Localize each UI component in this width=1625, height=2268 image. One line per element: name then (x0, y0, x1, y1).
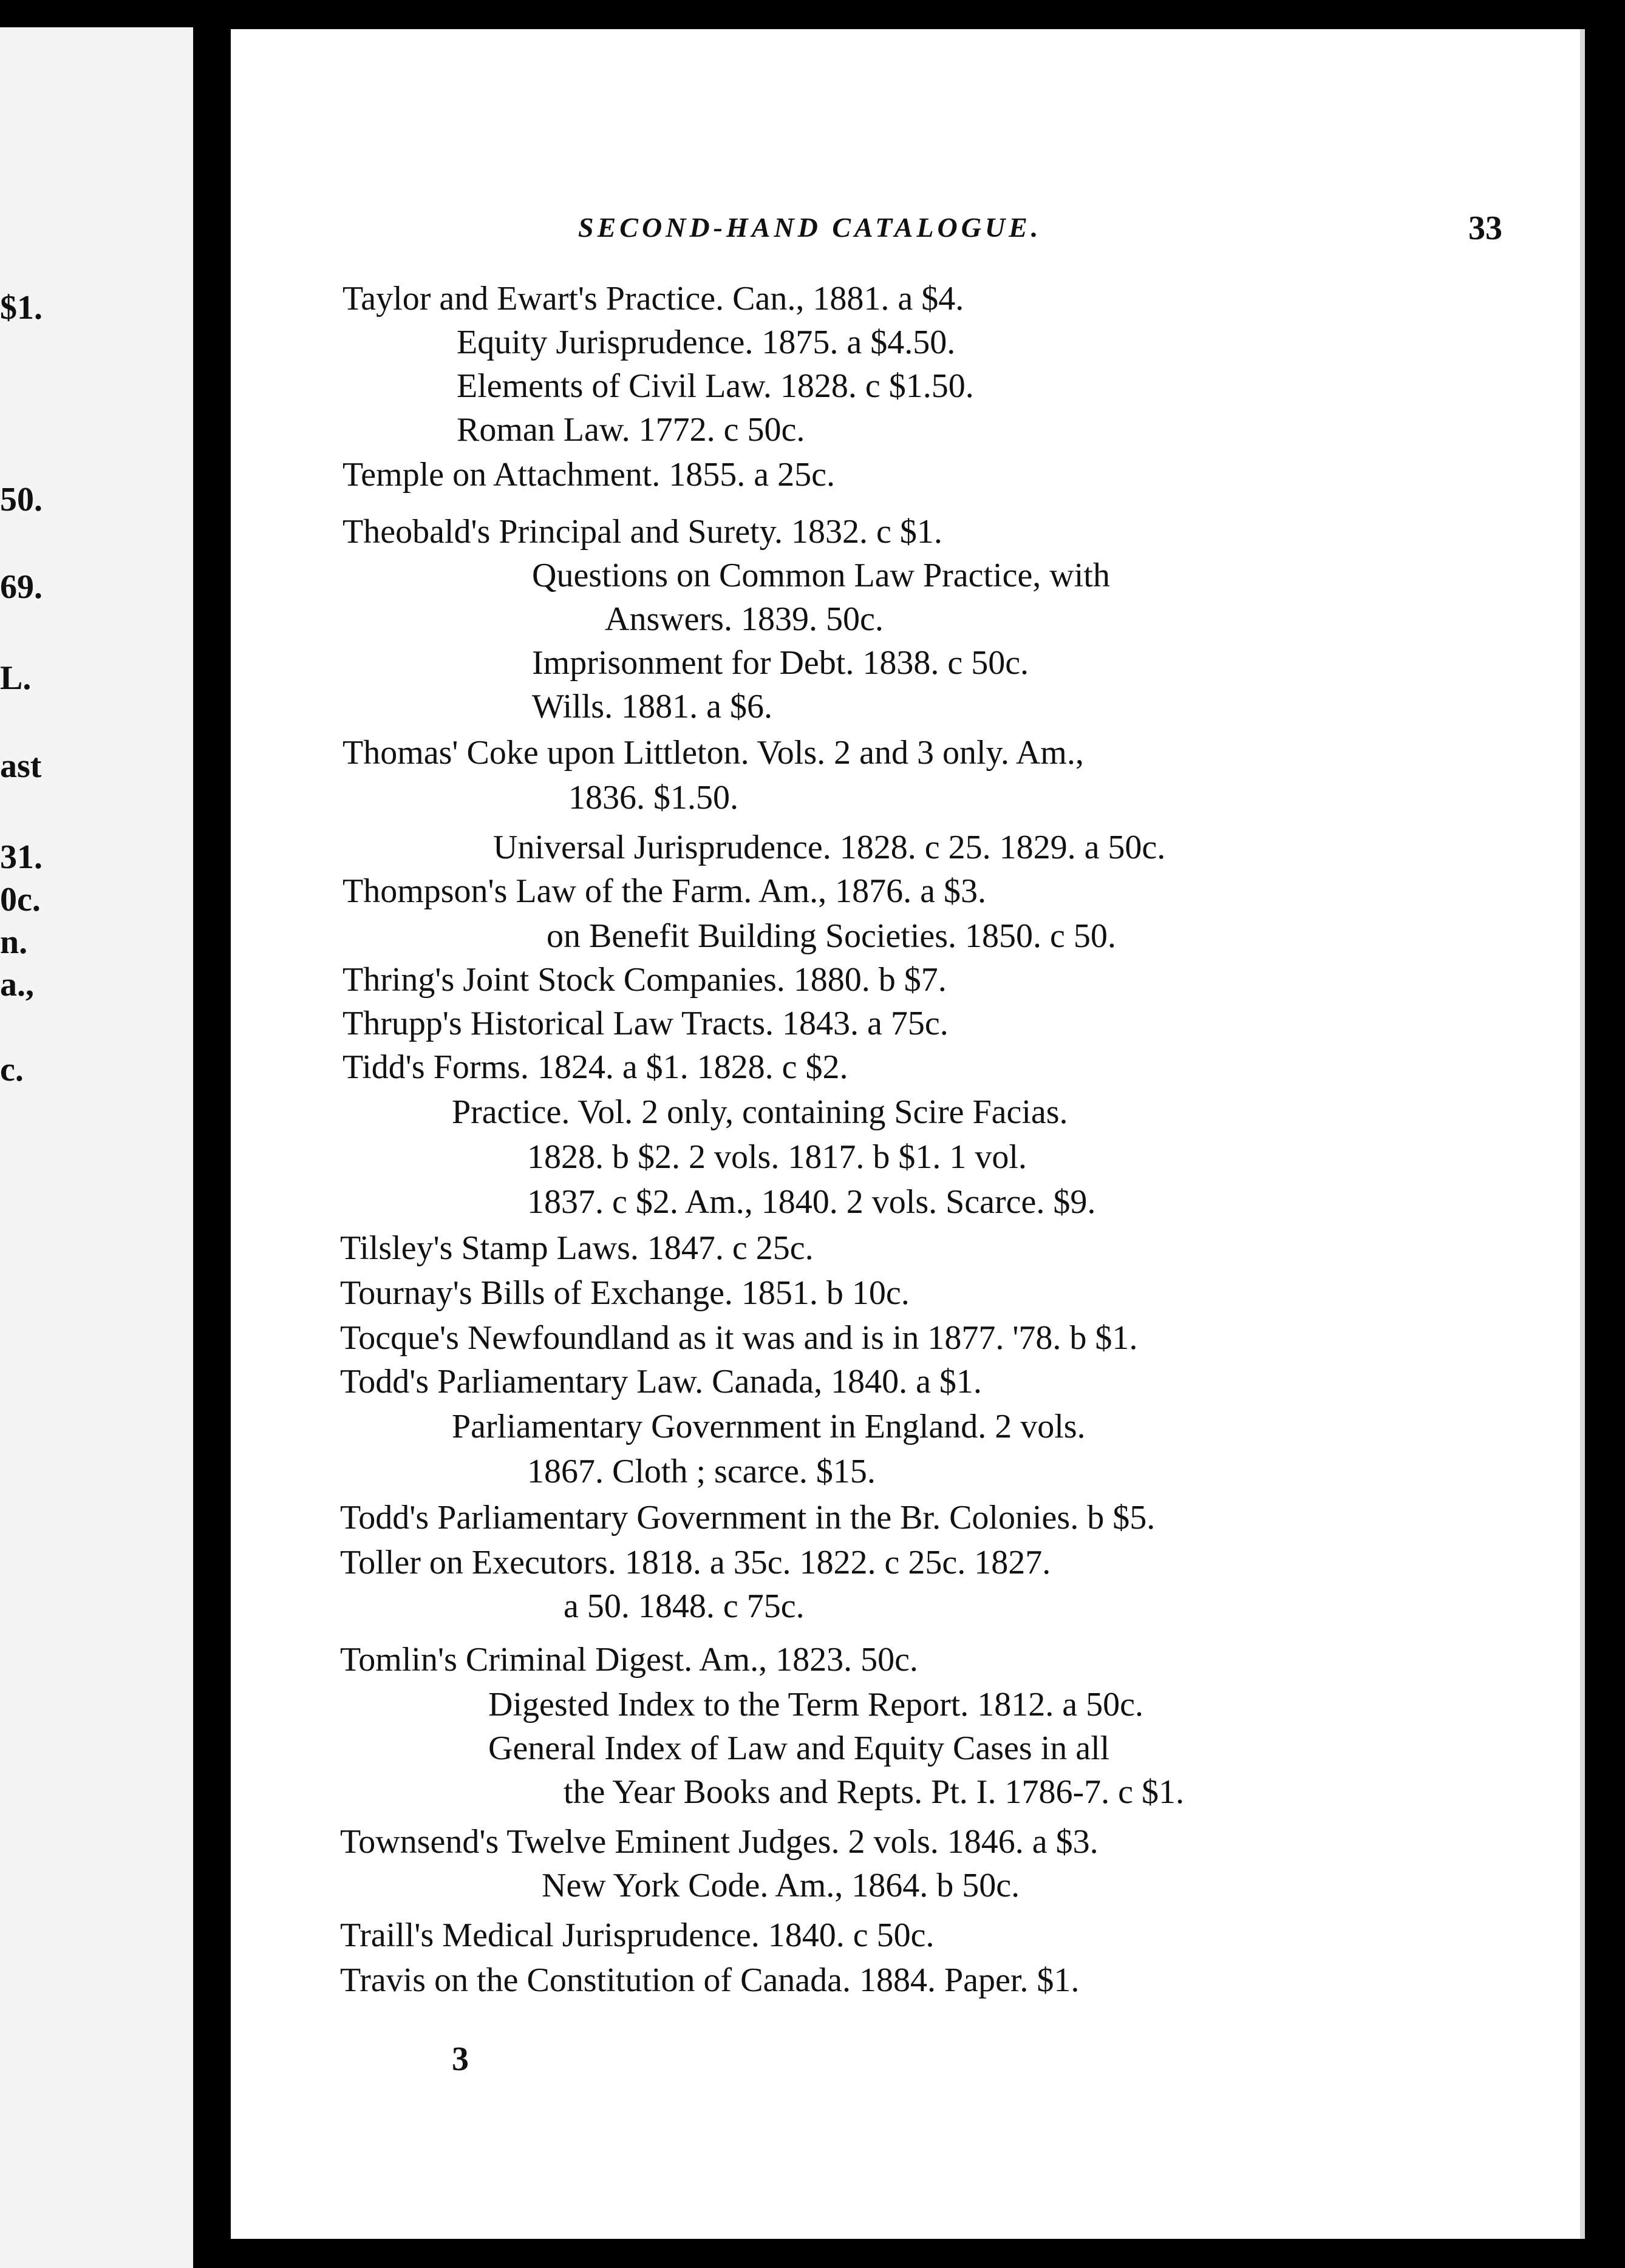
catalogue-subentry: Imprisonment for Debt. 1838. c 50c. (532, 644, 1029, 682)
catalogue-entry: Toller on Executors. 1818. a 35c. 1822. c 25c. 1827. (340, 1544, 1051, 1581)
catalogue-entry: Temple on Attachment. 1855. a 25c. (342, 456, 835, 494)
catalogue-continuation: 1837. c $2. Am., 1840. 2 vols. Scarce. $9. (527, 1183, 1096, 1221)
left-fragment: ast (0, 747, 42, 785)
catalogue-continuation: a 50. 1848. c 75c. (564, 1587, 805, 1625)
catalogue-entry: Thring's Joint Stock Companies. 1880. b $7. (342, 961, 947, 999)
catalogue-subentry: General Index of Law and Equity Cases in all (488, 1730, 1110, 1767)
catalogue-entry: Townsend's Twelve Eminent Judges. 2 vols. 1846. a $3. (340, 1823, 1099, 1861)
catalogue-continuation: the Year Books and Repts. Pt. I. 1786-7. c $1. (564, 1773, 1184, 1811)
left-fragment: 69. (0, 568, 43, 606)
catalogue-entry: Taylor and Ewart's Practice. Can., 1881. a $4. (342, 280, 964, 317)
catalogue-entry: Traill's Medical Jurisprudence. 1840. c 50c. (340, 1917, 935, 1954)
catalogue-page (231, 29, 1585, 2239)
catalogue-subentry: Universal Jurisprudence. 1828. c 25. 1829. a 50c. (493, 829, 1166, 866)
catalogue-subentry: Digested Index to the Term Report. 1812. a 50c. (488, 1686, 1144, 1723)
catalogue-continuation: Answers. 1839. 50c. (605, 600, 884, 638)
left-fragment: n. (0, 923, 28, 961)
catalogue-subentry: Equity Jurisprudence. 1875. a $4.50. (457, 324, 956, 361)
running-header: SECOND-HAND CATALOGUE. (578, 212, 1042, 243)
catalogue-subentry: on Benefit Building Societies. 1850. c 50. (547, 917, 1116, 955)
left-fragment: L. (0, 659, 32, 697)
left-fragment: $1. (0, 289, 43, 327)
left-fragment: 31. (0, 838, 43, 876)
catalogue-entry: Travis on the Constitution of Canada. 1884. Paper. $1. (340, 1961, 1080, 1999)
catalogue-entry: Tocque's Newfoundland as it was and is in 1877. '78. b $1. (340, 1319, 1138, 1357)
catalogue-entry: Tournay's Bills of Exchange. 1851. b 10c. (340, 1274, 910, 1312)
catalogue-subentry: Roman Law. 1772. c 50c. (457, 411, 805, 449)
catalogue-subentry: Elements of Civil Law. 1828. c $1.50. (457, 367, 974, 405)
catalogue-subentry: Questions on Common Law Practice, with (532, 557, 1110, 594)
catalogue-entry: Theobald's Principal and Surety. 1832. c $1. (342, 513, 942, 551)
left-fragment: a., (0, 966, 34, 1003)
catalogue-continuation: 1828. b $2. 2 vols. 1817. b $1. 1 vol. (527, 1138, 1027, 1176)
catalogue-entry: Todd's Parliamentary Government in the Br. Colonies. b $5. (340, 1499, 1156, 1536)
catalogue-entry: Todd's Parliamentary Law. Canada, 1840. a $1. (340, 1363, 982, 1401)
catalogue-subentry: Wills. 1881. a $6. (532, 688, 772, 725)
catalogue-entry: Tilsley's Stamp Laws. 1847. c 25c. (340, 1229, 814, 1267)
left-fragment: 0c. (0, 881, 41, 918)
signature-mark: 3 (452, 2040, 469, 2078)
catalogue-entry: Thrupp's Historical Law Tracts. 1843. a 75c. (342, 1005, 949, 1042)
catalogue-subentry: New York Code. Am., 1864. b 50c. (542, 1867, 1020, 1904)
catalogue-entry: Tidd's Forms. 1824. a $1. 1828. c $2. (342, 1048, 848, 1086)
left-facing-page (0, 27, 193, 2268)
left-fragment: 50. (0, 481, 43, 518)
page-number: 33 (1468, 209, 1502, 247)
left-fragment: c. (0, 1051, 24, 1088)
catalogue-subentry: Practice. Vol. 2 only, containing Scire Facias. (452, 1093, 1068, 1131)
catalogue-entry: Thomas' Coke upon Littleton. Vols. 2 and 3 only. Am., (342, 734, 1084, 772)
catalogue-continuation: 1867. Cloth ; scarce. $15. (527, 1453, 876, 1490)
catalogue-continuation: 1836. $1.50. (568, 779, 738, 817)
catalogue-entry: Thompson's Law of the Farm. Am., 1876. a $3. (342, 872, 986, 910)
catalogue-entry: Tomlin's Criminal Digest. Am., 1823. 50c. (340, 1641, 918, 1679)
catalogue-subentry: Parliamentary Government in England. 2 vols. (452, 1408, 1086, 1445)
book-gutter (193, 0, 231, 2268)
